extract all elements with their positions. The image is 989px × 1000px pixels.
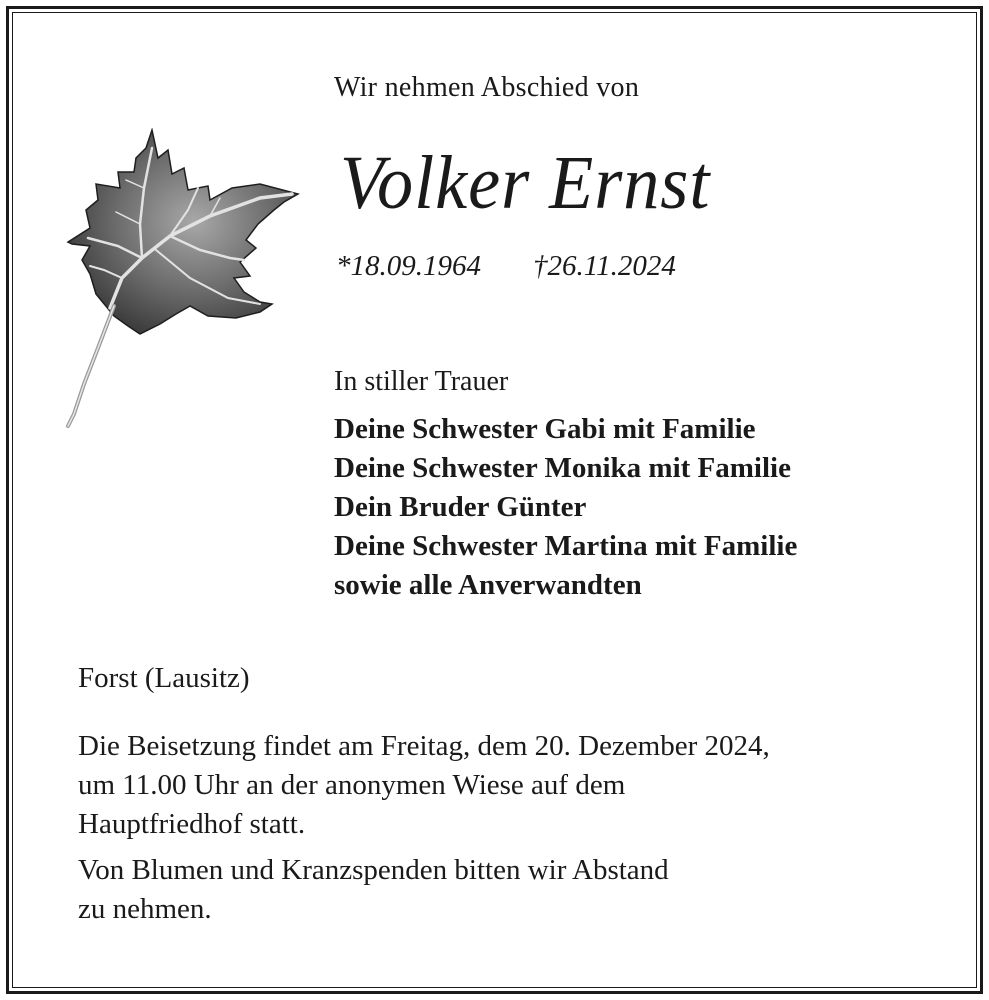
life-dates (336, 250, 676, 283)
flowers-note (78, 851, 938, 929)
mourner-item: Deine Schwester Gabi mit Familie (334, 413, 756, 445)
place-name: Forst (Lausitz) (78, 662, 250, 694)
mourner-item: Deine Schwester Martina mit Familie (334, 530, 798, 562)
mourners-list (334, 410, 797, 605)
mourner-item: Deine Schwester Monika mit Familie (334, 452, 791, 484)
funeral-line: Die Beisetzung findet am Freitag, dem 20. Dezember 2024, (78, 730, 770, 762)
deceased-name: Volker Ernst (340, 141, 711, 225)
maple-leaf-icon (60, 128, 310, 433)
death-date: †26.11.2024 (533, 250, 676, 282)
funeral-line: Hauptfriedhof statt. (78, 808, 306, 840)
funeral-details (78, 727, 938, 844)
mourner-item: Dein Bruder Günter (334, 491, 587, 523)
flowers-line: zu nehmen. (78, 893, 212, 925)
mourning-label: In stiller Trauer (334, 366, 509, 397)
flowers-line: Von Blumen und Kranzspenden bitten wir Abstand (78, 854, 669, 886)
birth-date: *18.09.1964 (336, 250, 481, 282)
funeral-line: um 11.00 Uhr an der anonymen Wiese auf dem (78, 769, 626, 801)
intro-text: Wir nehmen Abschied von (334, 72, 640, 103)
mourner-item: sowie alle Anverwandten (334, 569, 642, 601)
